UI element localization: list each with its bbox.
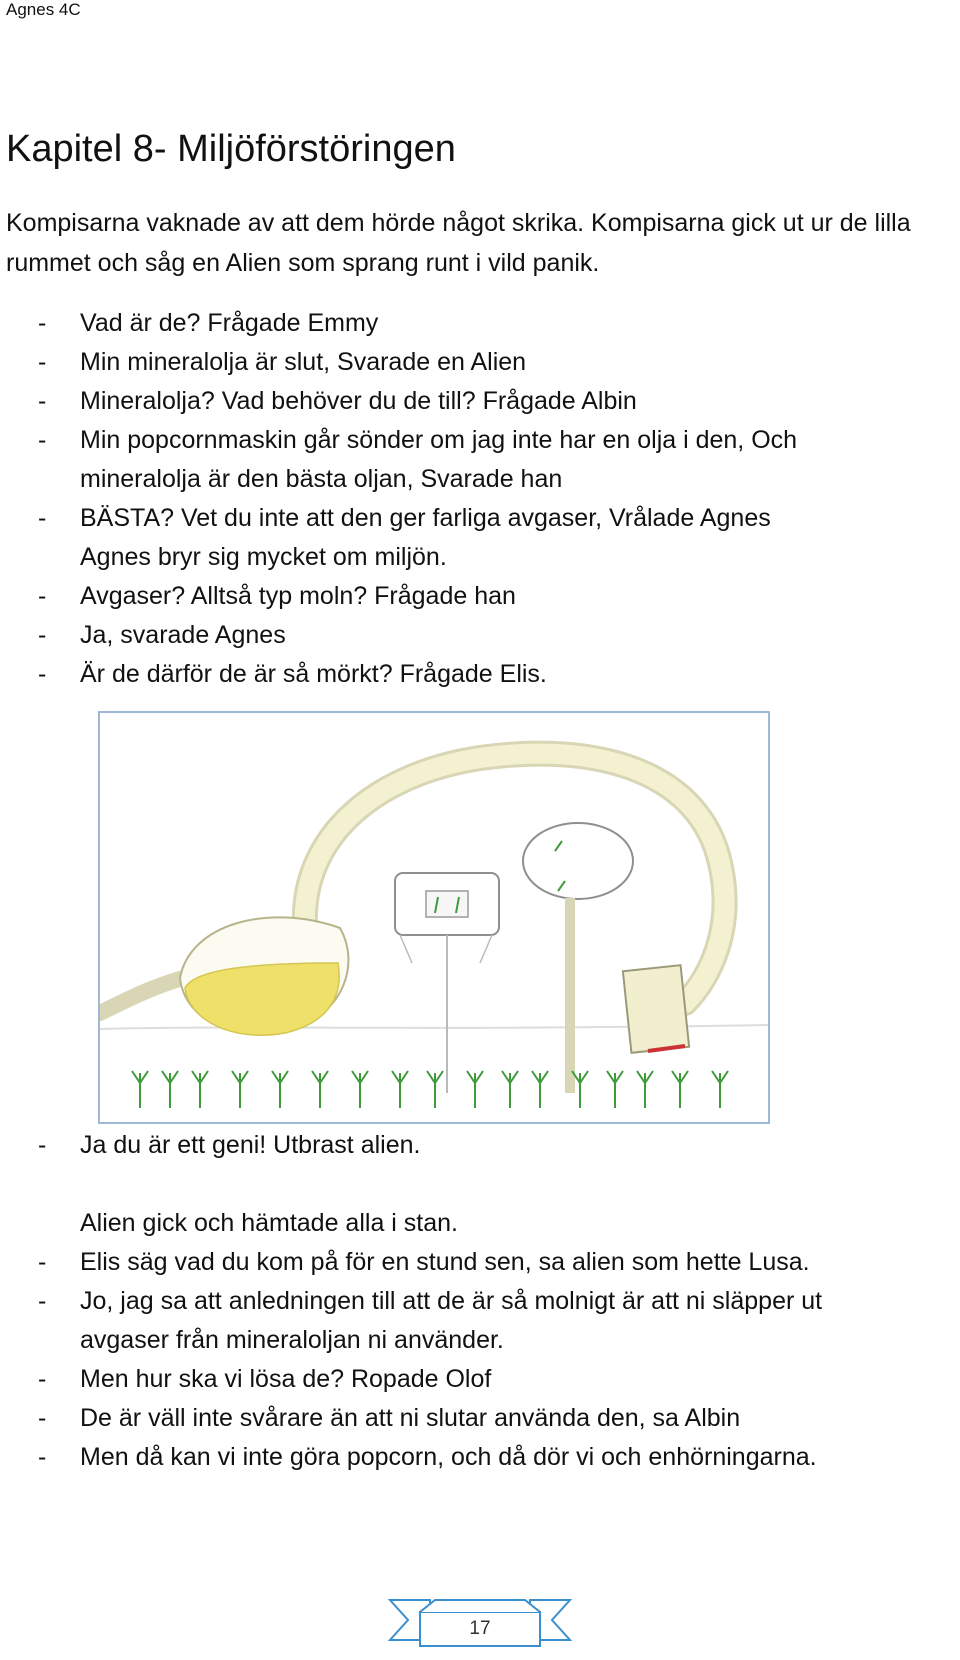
chapter-intro: Kompisarna vaknade av att dem hörde något skrika. Kompisarna gick ut ur de lilla rummet och såg en Alien som sprang runt i vild panik. (6, 209, 911, 277)
dialog-dash: - (38, 1131, 47, 1159)
popcorn-machine-drawing (100, 713, 768, 1122)
dialog-dash: - (38, 504, 47, 532)
dialog-text: Min mineralolja är slut, Svarade en Alien (80, 348, 527, 376)
dialog-dash: - (38, 1248, 47, 1276)
dialog-text: Ja du är ett geni! Utbrast alien. (80, 1131, 421, 1159)
dialog-text: Elis säg vad du kom på för en stund sen, sa alien som hette Lusa. (80, 1248, 810, 1276)
chapter-title: Kapitel 8- Miljöförstöringen (6, 128, 456, 170)
dialog-dash: - (38, 1365, 47, 1393)
dialog-bottom (0, 1126, 960, 1477)
dialog-text: avgaser från mineraloljan ni använder. (80, 1326, 504, 1354)
dialog-text: Mineralolja? Vad behöver du de till? Frågade Albin (80, 387, 637, 415)
dialog-line (0, 382, 960, 421)
dialog-line (0, 304, 960, 343)
dialog-line (0, 616, 960, 655)
dialog-dash: - (38, 621, 47, 649)
dialog-line (0, 655, 960, 694)
dialog-line (0, 577, 960, 616)
dialog-text: Ja, svarade Agnes (80, 621, 286, 649)
dialog-dash: - (38, 660, 47, 688)
dialog-dash: - (38, 387, 47, 415)
dialog-line (0, 460, 960, 499)
dialog-line (0, 1126, 960, 1165)
dialog-line (0, 1360, 960, 1399)
page-footer (380, 1588, 580, 1652)
dialog-dash: - (38, 582, 47, 610)
dialog-line (0, 1399, 960, 1438)
dialog-dash: - (38, 309, 47, 337)
dialog-text: BÄSTA? Vet du inte att den ger farliga avgaser, Vrålade Agnes (80, 504, 771, 532)
dialog-text: De är väll inte svårare än att ni slutar använda den, sa Albin (80, 1404, 741, 1432)
page-header-author: Agnes 4C (6, 0, 81, 19)
dialog-text: Agnes bryr sig mycket om miljön. (80, 543, 447, 571)
dialog-line (0, 421, 960, 460)
dialog-line (0, 1321, 960, 1360)
dialog-dash: - (38, 348, 47, 376)
dialog-line (0, 343, 960, 382)
dialog-dash: - (38, 1287, 47, 1315)
dialog-line (0, 538, 960, 577)
dialog-text: Men hur ska vi lösa de? Ropade Olof (80, 1365, 492, 1393)
dialog-text: Är de därför de är så mörkt? Frågade Elis. (80, 660, 547, 688)
dialog-dash: - (38, 1443, 47, 1471)
dialog-dash: - (38, 426, 47, 454)
dialog-line (0, 1165, 960, 1204)
dialog-text: mineralolja är den bästa oljan, Svarade han (80, 465, 563, 493)
dialog-line (0, 1204, 960, 1243)
dialog-text: Jo, jag sa att anledningen till att de är så molnigt är att ni släpper ut (80, 1287, 823, 1315)
dialog-text: Vad är de? Frågade Emmy (80, 309, 379, 337)
dialog-text: Men då kan vi inte göra popcorn, och då dör vi och enhörningarna. (80, 1443, 817, 1471)
dialog-line (0, 1438, 960, 1477)
dialog-text: Alien gick och hämtade alla i stan. (80, 1209, 458, 1237)
dialog-line (0, 1243, 960, 1282)
page-number: 17 (469, 1618, 491, 1639)
dialog-dash: - (38, 1404, 47, 1432)
dialog-top (0, 304, 960, 694)
dialog-text: Avgaser? Alltså typ moln? Frågade han (80, 582, 516, 610)
dialog-line (0, 499, 960, 538)
dialog-text: Min popcornmaskin går sönder om jag inte har en olja i den, Och (80, 426, 798, 454)
dialog-line (0, 1282, 960, 1321)
child-drawing (98, 711, 770, 1124)
